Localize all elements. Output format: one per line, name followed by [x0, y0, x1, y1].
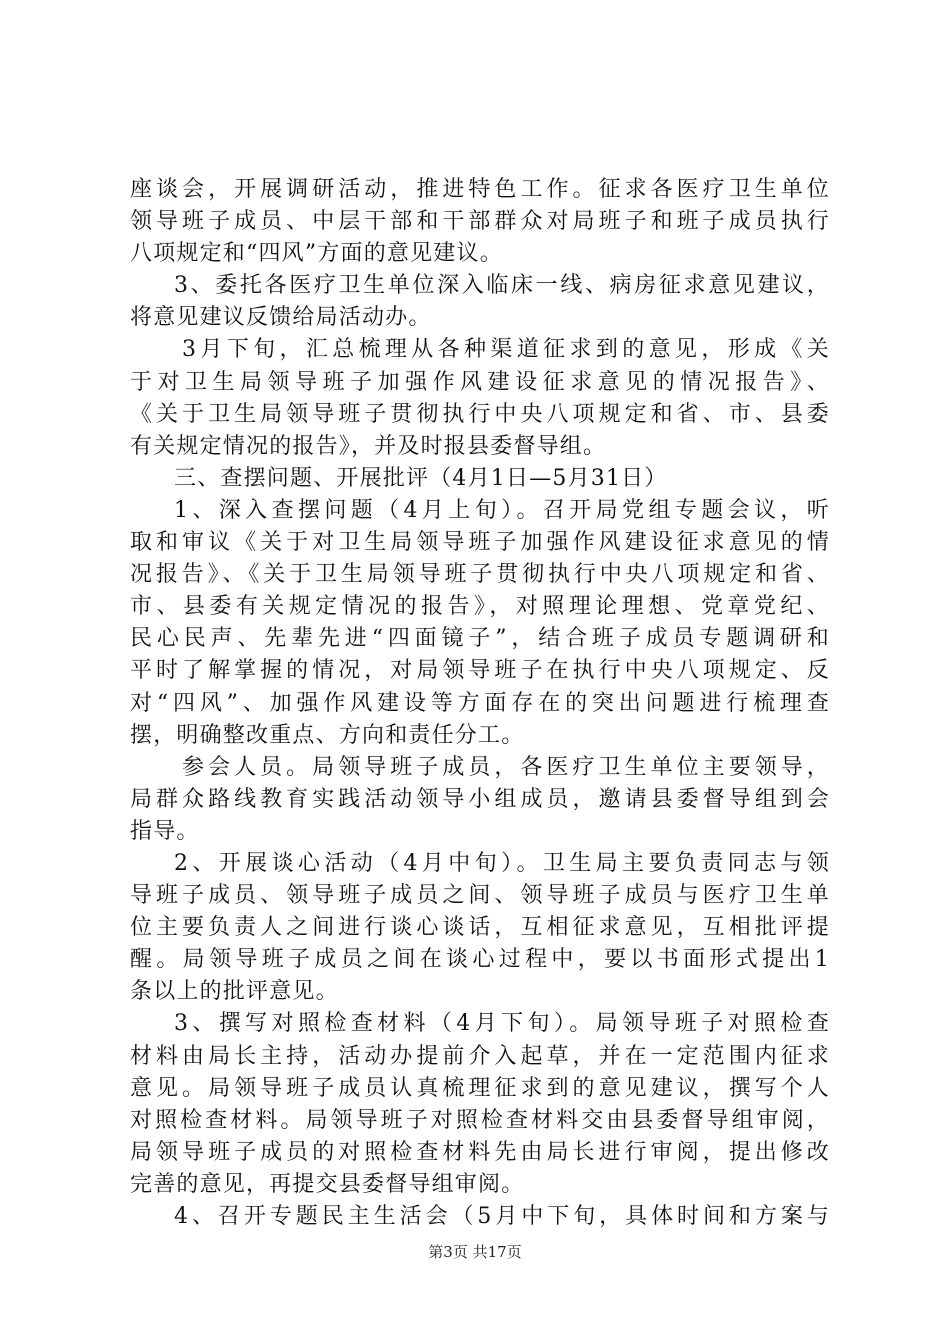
text-line: 对照检查材料。局领导班子对照检查材料交由县委督导组审阅，	[130, 1107, 830, 1133]
text-line: 3、委托各医疗卫生单位深入临床一线、病房征求意见建议，	[174, 273, 830, 299]
text-line: 民心民声、先辈先进“四面镜子”，结合班子成员专题调研和	[130, 626, 830, 652]
text-line: 2、开展谈心活动（4月中旬）。卫生局主要负责同志与领	[174, 850, 830, 876]
text-line: 有关规定情况的报告》，并及时报县委督导组。	[130, 433, 607, 459]
text-line: 八项规定和“四风”方面的意见建议。	[130, 241, 503, 267]
text-line: 座谈会，开展调研活动，推进特色工作。征求各医疗卫生单位	[130, 177, 830, 202]
text-line: 完善的意见，再提交县委督导组审阅。	[130, 1171, 525, 1197]
text-line: 平时了解掌握的情况，对局领导班子在执行中央八项规定、反	[130, 658, 830, 684]
text-line: 于对卫生局领导班子加强作风建设征求意见的情况报告》、	[130, 369, 830, 395]
document-body	[130, 174, 830, 1233]
page-number-footer: 第3页 共17页	[428, 1243, 522, 1261]
text-line: 局领导班子成员的对照检查材料先由局长进行审阅，提出修改	[130, 1139, 830, 1165]
text-line: 将意见建议反馈给局活动办。	[130, 305, 432, 331]
text-line: 3月下旬，汇总梳理从各种渠道征求到的意见，形成《关	[182, 337, 830, 363]
text-line: 3、撰写对照检查材料（4月下旬）。局领导班子对照检查	[174, 1011, 830, 1037]
text-line: 位主要负责人之间进行谈心谈话，互相征求意见，互相批评提	[130, 915, 830, 941]
text-line: 摆，明确整改重点、方向和责任分工。	[130, 722, 525, 748]
text-line: 局群众路线教育实践活动领导小组成员，邀请县委督导组到会	[130, 786, 830, 812]
text-line: 醒。局领导班子成员之间在谈心过程中，要以书面形式提出1	[130, 947, 830, 973]
section-heading: 三、查摆问题、开展批评（4月1日—5月31日）	[174, 465, 668, 491]
text-line: 材料由局长主持，活动办提前介入起草，并在一定范围内征求	[130, 1043, 830, 1069]
text-line: 参会人员。局领导班子成员，各医疗卫生单位主要领导，	[182, 754, 830, 780]
text-line: 市、县委有关规定情况的报告》，对照理论理想、党章党纪、	[130, 594, 830, 620]
text-line: 《关于卫生局领导班子贯彻执行中央八项规定和省、市、县委	[130, 401, 830, 427]
text-line: 意见。局领导班子成员认真梳理征求到的意见建议，撰写个人	[130, 1075, 830, 1101]
text-line: 指导。	[130, 818, 200, 844]
text-line: 取和审议《关于对卫生局领导班子加强作风建设征求意见的情	[130, 530, 830, 556]
text-line: 条以上的批评意见。	[130, 979, 339, 1005]
text-line: 导班子成员、领导班子成员之间、领导班子成员与医疗卫生单	[130, 883, 830, 909]
text-line: 领导班子成员、中层干部和干部群众对局班子和班子成员执行	[130, 209, 830, 235]
text-line: 况报告》、《关于卫生局领导班子贯彻执行中央八项规定和省、	[130, 562, 830, 588]
text-line: 对“四风”、加强作风建设等方面存在的突出问题进行梳理查	[130, 690, 830, 716]
text-line: 4、召开专题民主生活会（5月中下旬，具体时间和方案与	[174, 1204, 830, 1229]
text-line: 1、深入查摆问题（4月上旬）。召开局党组专题会议，听	[174, 497, 830, 523]
